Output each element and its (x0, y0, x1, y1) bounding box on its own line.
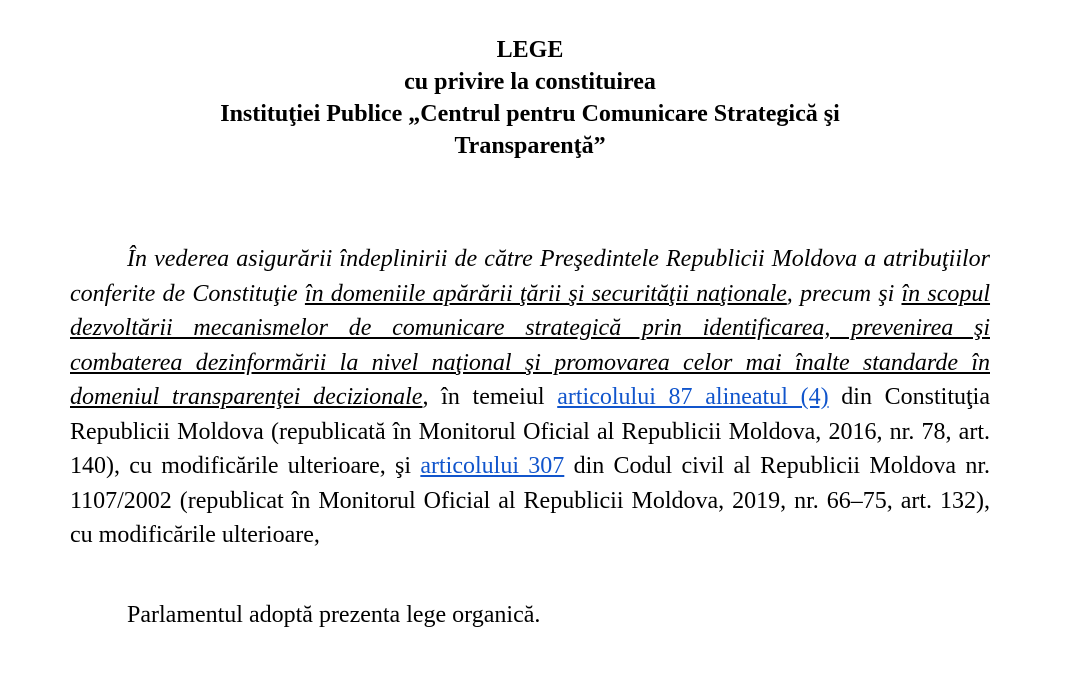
preamble-italic-mid: , precum şi (786, 280, 902, 307)
title-line-institution-end: Transparenţă” (454, 133, 606, 159)
adoption-statement: Parlamentul adoptă prezenta lege organică. (127, 601, 541, 628)
title-line-institution: Instituţiei Publice „Centrul pentru Comunicare Strategică şi (220, 101, 840, 127)
preamble-paragraph (70, 242, 990, 553)
document-page (70, 34, 990, 655)
preamble-text-constitution: din Constituţia Republicii Moldova (republicată în Monitorul Oficial al Republicii Moldova, 2016, nr. 78, art. 140), cu modificările ulterioare, şi (70, 384, 990, 479)
preamble-underlined-communication: în scopul dezvoltării mecanismelor de comunicare strategică prin identificarea, prevenirea şi combaterea dezinformării la nivel naţional şi promovarea celor mai înalte standarde în domeniul transparenţei decizionale (70, 280, 991, 410)
law-title (70, 34, 990, 162)
link-article-307[interactable]: articolului 307 (420, 453, 565, 479)
title-line-lege: LEGE (496, 37, 564, 63)
preamble-text-basis: , în temeiul (422, 384, 558, 410)
preamble-italic-intro: În vederea asigurării îndeplinirii de către Preşedintele Republicii Moldova a atribuţiilor conferite de Constituţie (70, 246, 990, 307)
link-article-87[interactable]: articolului 87 alineatul (4) (557, 384, 829, 410)
title-line-subject: cu privire la constituirea (404, 69, 656, 95)
preamble-underlined-defense: în domeniile apărării ţării şi securităţii naţionale (304, 280, 787, 307)
preamble-text-civil-code: din Codul civil al Republicii Moldova nr. 1107/2002 (republicat în Monitorul Oficial al Republicii Moldova, 2019, nr. 66–75, art. 132), cu modificările ulterioare, (70, 453, 990, 548)
